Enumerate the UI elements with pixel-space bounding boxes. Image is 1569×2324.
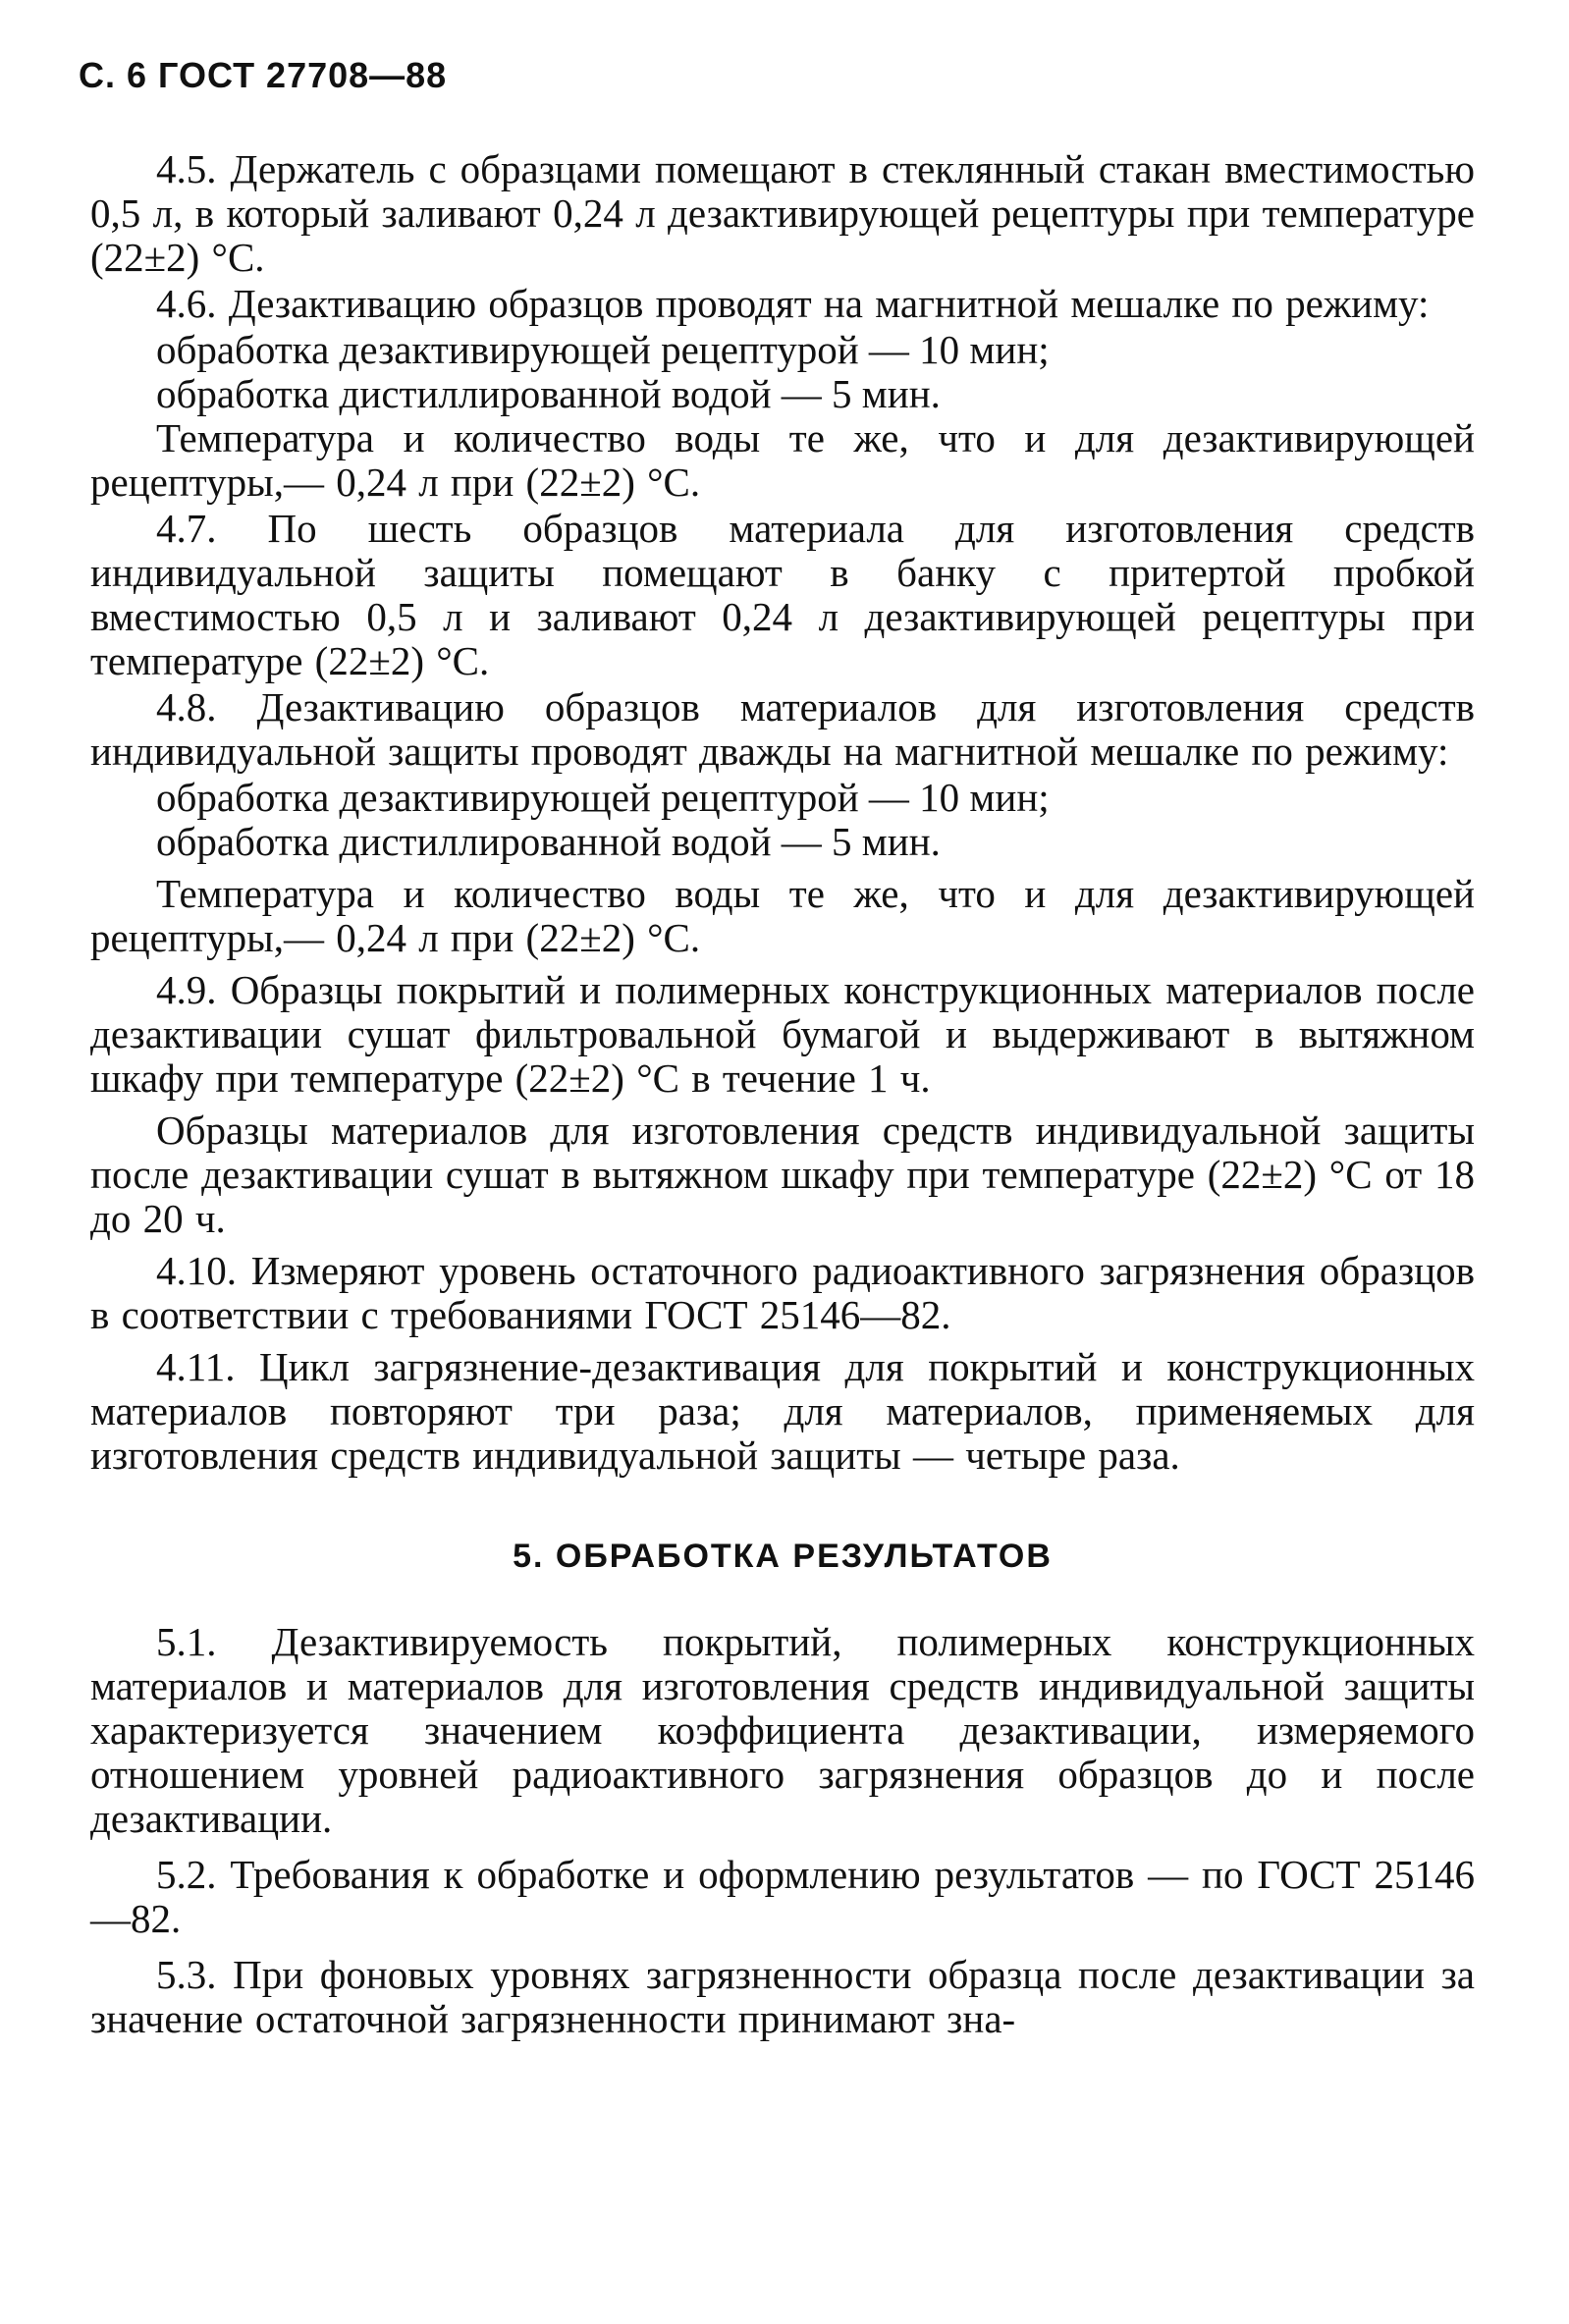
mode-line: обработка дезактивирующей рецептурой — 10 мин;: [156, 775, 1050, 820]
paragraph-5-2: 5.2. Требования к обработке и оформлению результатов — по ГОСТ 25146—82.: [90, 1852, 1475, 1941]
paragraph-4-8: 4.8. Дезактивацию образцов материалов для изготовления средств индивидуальной защиты проводят дважды на магнитной мешалке по режиму:: [90, 684, 1475, 774]
paragraph-4-7: 4.7. По шесть образцов материала для изготовления средств индивидуальной защиты помещают в банку с притертой пробкой вместимостью 0,5 л и заливают 0,24 л дезактивирующей рецептуры при температуре (22±2) °С.: [90, 506, 1475, 683]
paragraph-4-5: 4.5. Держатель с образцами помещают в стеклянный стакан вместимостью 0,5 л, в который заливают 0,24 л дезактивирующей рецептуры при температуре (22±2) °С.: [90, 146, 1475, 280]
paragraph-4-9: 4.9. Образцы покрытий и полимерных конструкционных материалов после дезактивации сушат фильтровальной бумагой и выдерживают в вытяжном шкафу при температуре (22±2) °С в течение 1 ч.: [90, 967, 1475, 1101]
paragraph-4-11: 4.11. Цикл загрязнение-дезактивация для покрытий и конструкционных материалов повторяют три раза; для материалов, применяемых для изготовления средств индивидуальной защиты — четыре раза.: [90, 1344, 1475, 1478]
mode-line: обработка дистиллированной водой — 5 мин.: [156, 371, 941, 416]
paragraph-4-6-temperature: Температура и количество воды те же, что и для дезактивирующей рецептуры,— 0,24 л при (22±2) °С.: [90, 415, 1475, 505]
running-header: С. 6 ГОСТ 27708—88: [79, 55, 448, 95]
mode-line: обработка дезактивирующей рецептурой — 10 мин;: [156, 327, 1050, 372]
paragraph-5-1: 5.1. Дезактивируемость покрытий, полимерных конструкционных материалов и материалов для изготовления средств индивидуальной защиты характеризуется значением коэффициента дезактивации, измеряемого отношением уровней радиоактивного загрязнения образцов до и после дезактивации.: [90, 1619, 1475, 1841]
paragraph-4-6: 4.6. Дезактивацию образцов проводят на магнитной мешалке по режиму:: [156, 281, 1430, 326]
paragraph-4-9-b: Образцы материалов для изготовления средств индивидуальной защиты после дезактивации сушат в вытяжном шкафу при температуре (22±2) °С от 18 до 20 ч.: [90, 1108, 1475, 1241]
section-title: 5. ОБРАБОТКА РЕЗУЛЬТАТОВ: [513, 1538, 1053, 1575]
paragraph-5-3: 5.3. При фоновых уровнях загрязненности образца после дезактивации за значение остаточной загрязненности принимают зна-: [90, 1952, 1475, 2041]
document-body: [90, 147, 1475, 2043]
paragraph-4-10: 4.10. Измеряют уровень остаточного радиоактивного загрязнения образцов в соответствии с требованиями ГОСТ 25146—82.: [90, 1248, 1475, 1337]
mode-line: обработка дистиллированной водой — 5 мин.: [156, 819, 941, 864]
paragraph-4-8-temperature: Температура и количество воды те же, что и для дезактивирующей рецептуры,— 0,24 л при (22±2) °С.: [90, 871, 1475, 960]
